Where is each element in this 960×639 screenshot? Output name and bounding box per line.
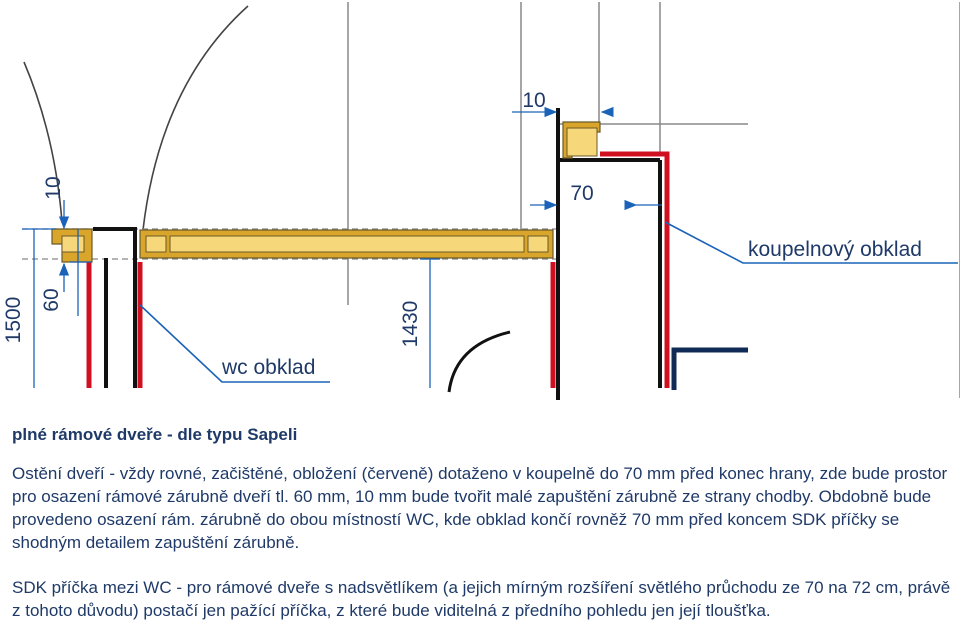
right-cladding xyxy=(600,154,667,388)
door-type-heading: plné rámové dveře - dle typu Sapeli xyxy=(12,425,298,444)
navy-wall-element xyxy=(674,350,748,390)
door-swing-arc-lower xyxy=(449,332,510,392)
dimension-label-10-left: 10 xyxy=(42,176,65,200)
dimension-label-10-top: 10 xyxy=(522,89,546,112)
left-wall xyxy=(93,229,135,388)
left-frame-profile xyxy=(52,229,92,262)
top-right-frame-profile xyxy=(563,122,600,158)
dimension-label-70: 70 xyxy=(570,182,594,205)
dimension-label-1500: 1500 xyxy=(2,296,25,344)
dimension-label-1430: 1430 xyxy=(399,300,422,348)
wc-cladding-callout: wc obklad xyxy=(222,356,316,379)
description-paragraph-1: Ostění dveří - vždy rovné, začištěné, obložení (červeně) dotaženo v koupelně do 70 mm před konec hrany, zde bude prostor pro osazení rámové zárubně dveří tl. 60 mm, 10 mm bude tvořit malé zapuštění zárubně ze strany chodby. Obdobně bude provedeno osazení rám. zárubně do obou místností WC, kde obklad končí rovněž 70 mm před koncem SDK příčky se shodným detailem zapuštění zárubně. xyxy=(12,464,948,552)
dimension-label-60: 60 xyxy=(40,288,63,312)
description-paragraph-2: SDK příčka mezi WC - pro rámové dveře s nadsvětlíkem (a jejich mírným rozšíření světlého průchodu ze 70 na 72 cm, právě z tohoto důvodu) postačí jen pažící příčka, z které bude viditelná z předního pohledu jen její tloušťka. xyxy=(12,578,951,620)
bathroom-cladding-callout: koupelnový obklad xyxy=(748,238,922,261)
door-leaf xyxy=(140,230,553,258)
door-swing-arc-middle xyxy=(143,6,248,230)
